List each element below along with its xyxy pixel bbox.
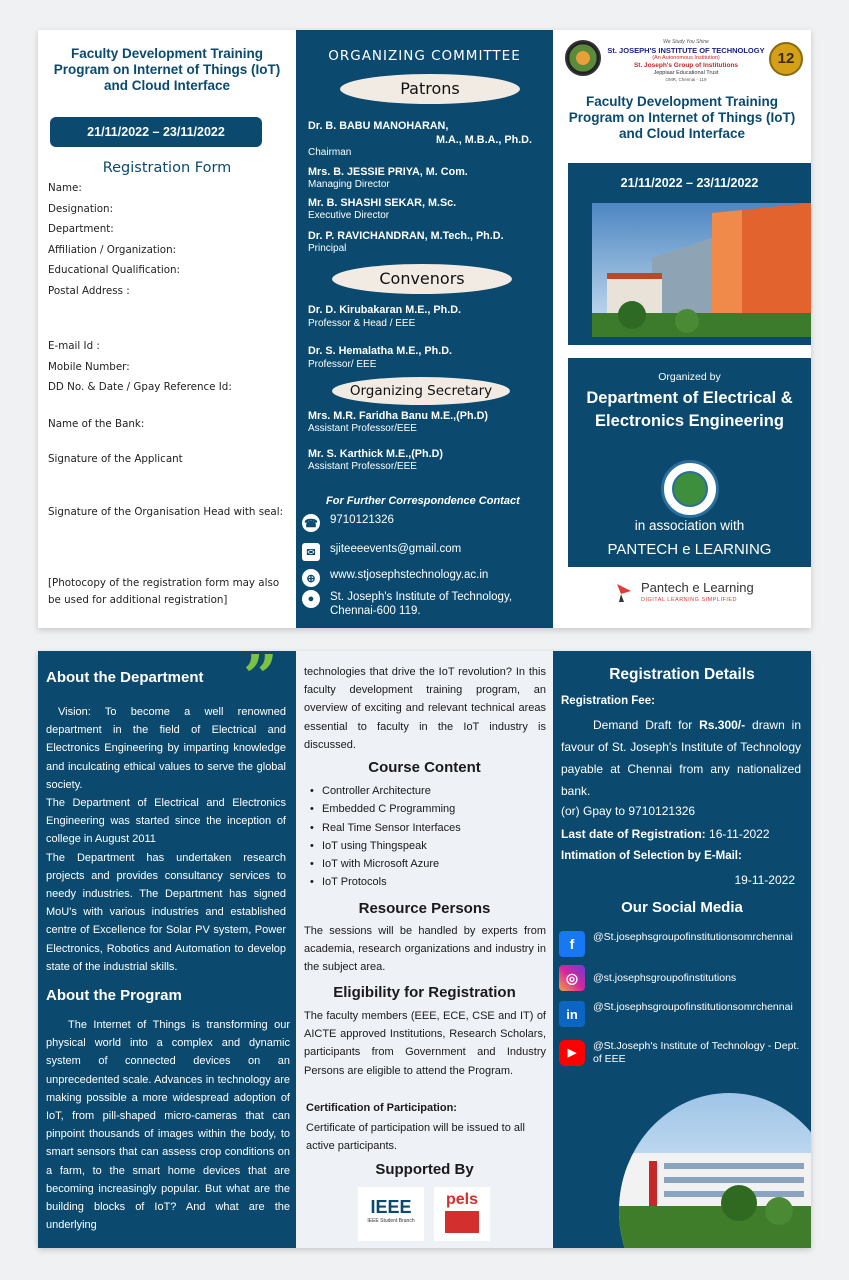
field-designation[interactable]: Designation: — [48, 203, 114, 215]
phone-icon: ☎ — [302, 514, 320, 532]
certification-heading: Certification of Participation: — [306, 1102, 457, 1114]
convenors-label: Convenors — [332, 264, 512, 294]
institute-motto: We Study You Shine — [663, 39, 709, 45]
organizing-committee-panel — [296, 30, 553, 628]
patron-4-role: Principal — [308, 243, 347, 254]
photocopy-note: [Photocopy of the registration form may also be used for additional registration] — [48, 577, 280, 606]
eligibility-text: The faculty members (EEE, ECE, CSE and IT) of AICTE approved Institutions, Research Scholars, participants from Government and Industry Persons are eligible to attend the Program. — [304, 1010, 546, 1077]
program-title: Faculty Development Training Program on Internet of Things (IoT) and Cloud Interface — [53, 46, 281, 93]
course-content-list — [306, 782, 546, 892]
pantech-logo-name: Pantech e Learning — [641, 580, 754, 595]
field-department[interactable]: Department: — [48, 223, 114, 235]
about-department-text: Vision: To become a well renowned department in the field of Electrical and Electronics Engineering by imparting knowledge and inculcating ethical values to serve the global society. The Department of Electrical and Electronics Engineering was started since the inception of college in August 2011 The Department has undertaken research projects and provides consultancy services to needy industries. The Department has signed MoU's with various industries and established centre of Excellence for Solar PV system, Power Electronics, Robotics and Automation to develop state of the industrial skills. — [46, 706, 286, 973]
last-date-row — [561, 827, 770, 841]
social-media-heading: Our Social Media — [621, 899, 743, 916]
linkedin-handle: @St.josephsgroupofinstitutionsomrchennai — [593, 1001, 793, 1013]
website-url: www.stjosephstechnology.ac.in — [330, 569, 489, 581]
department-name: Department of Electrical & Electronics Engineering — [586, 389, 793, 430]
last-date-value: 16-11-2022 — [705, 827, 770, 841]
pantech-logo-icon — [615, 582, 633, 604]
about-department-heading: About the Department — [46, 669, 204, 686]
email-icon: ✉ — [302, 543, 320, 561]
contact-heading: For Further Correspondence Contact — [326, 495, 520, 507]
fee-amount: Rs.300/- — [699, 718, 746, 732]
patron-1-name: Dr. B. BABU MANOHARAN, — [308, 120, 449, 132]
course-item: • IoT using Thingspeak — [306, 837, 546, 855]
registration-fee-text: Demand Draft for Rs.300/- drawn in favour of St. Joseph's Institute of Technology payable at Chennai from any nationalized bank. — [561, 718, 801, 798]
pels-logo-text: pels — [445, 1191, 478, 1208]
intimation-label: Intimation of Selection by E-Mail: — [561, 850, 742, 862]
about-program-heading: About the Program — [46, 987, 182, 1004]
email-row[interactable] — [302, 543, 461, 561]
organizer-panel — [568, 358, 811, 567]
convenor-2-name: Dr. S. Hemalatha M.E., Ph.D. — [308, 345, 452, 357]
partner-name: PANTECH e LEARNING — [607, 541, 772, 558]
youtube-icon: ▶ — [559, 1040, 585, 1066]
website-row[interactable] — [302, 569, 488, 587]
youtube-link[interactable] — [559, 1040, 805, 1066]
ieee-logo-text: IEEE — [370, 1197, 412, 1217]
intimation-date: 19-11-2022 — [734, 873, 795, 887]
resource-persons-text: The sessions will be handled by experts from academia, research organizations and industry in the subject area. — [304, 925, 546, 974]
instagram-handle: @st.josephsgroupofinstitutions — [593, 971, 737, 984]
patron-3-name: Mr. B. SHASHI SEKAR, M.Sc. — [308, 197, 457, 209]
field-bank[interactable]: Name of the Bank: — [48, 418, 145, 430]
secretary-label: Organizing Secretary — [332, 377, 510, 405]
about-program-text: The Internet of Things is transforming our physical world into a complex and dynamic system of connected devices on an unprecedented scale. Advances in technology are making possible a more widespread adoption of IoT, from pill-shaped micro-cameras that can pinpoint thousands of images within the body, to smart sensors that can assess crop conditions on a farm, to the smart home devices that are becoming increasingly popular. But what are the building blocks of IoT? And what are the underlying — [46, 1019, 290, 1232]
registration-form-panel — [38, 30, 296, 628]
patron-4-name: Dr. P. RAVICHANDRAN, M.Tech., Ph.D. — [308, 230, 504, 242]
anniversary-badge: 12 — [769, 42, 803, 76]
eligibility-heading: Eligibility for Registration — [333, 984, 516, 1001]
program-dates: 21/11/2022 – 23/11/2022 — [50, 117, 262, 147]
association-label: in association with — [634, 518, 745, 533]
department-emblem-icon — [661, 460, 719, 518]
field-qualification[interactable]: Educational Qualification: — [48, 264, 181, 276]
ieee-logo — [358, 1187, 424, 1241]
address-text: St. Joseph's Institute of Technology, Chennai-600 119. — [330, 591, 513, 617]
field-applicant-signature[interactable]: Signature of the Applicant — [48, 453, 183, 465]
field-email[interactable]: E-mail Id : — [48, 340, 100, 352]
course-content-heading: Course Content — [368, 759, 481, 776]
campus-photo-image — [619, 1091, 811, 1248]
ieee-logo-subtext: IEEE Student Branch — [367, 1218, 415, 1224]
pels-emblem-icon — [445, 1211, 479, 1233]
course-item: • IoT with Microsoft Azure — [306, 855, 546, 873]
registration-form-title: Registration Form — [102, 160, 232, 176]
course-item: • Embedded C Programming — [306, 800, 546, 818]
group-name: St. Joseph's Group of Institutions — [633, 62, 739, 69]
secretary-1-role: Assistant Professor/EEE — [308, 423, 417, 434]
course-panel — [296, 651, 553, 1248]
location-pin-icon: ● — [302, 590, 320, 608]
about-panel — [38, 651, 296, 1248]
cover-dates: 21/11/2022 – 23/11/2022 — [620, 176, 759, 190]
certification-text: Certificate of participation will be issued to all active participants. — [306, 1122, 525, 1153]
patrons-label: Patrons — [340, 74, 520, 104]
youtube-handle: @St.Joseph's Institute of Technology - Dept. of EEE — [593, 1040, 800, 1065]
facebook-link[interactable] — [559, 931, 805, 957]
brochure-inner-sheet — [38, 651, 811, 1248]
supported-by-heading: Supported By — [375, 1161, 474, 1178]
secretary-1-name: Mrs. M.R. Faridha Banu M.E.,(Ph.D) — [308, 410, 488, 422]
pels-logo — [434, 1187, 490, 1241]
course-item: • IoT Protocols — [306, 873, 546, 891]
registration-details-panel — [553, 651, 811, 1248]
patron-1-degrees: M.A., M.B.A., Ph.D. — [436, 134, 532, 146]
committee-heading: ORGANIZING COMMITTEE — [328, 48, 521, 64]
secretary-2-role: Assistant Professor/EEE — [308, 461, 417, 472]
linkedin-link[interactable] — [559, 1001, 805, 1027]
course-item: • Real Time Sensor Interfaces — [306, 819, 546, 837]
cover-photo-frame — [568, 163, 811, 345]
gpay-text: (or) Gpay to 9710121326 — [561, 804, 696, 818]
facebook-icon: f — [559, 931, 585, 957]
cover-program-title: Faculty Development Training Program on Internet of Things (IoT) and Cloud Interface — [568, 94, 796, 141]
instagram-link[interactable] — [559, 965, 805, 991]
field-postal-address[interactable]: Postal Address : — [48, 285, 130, 297]
autonomous-label: (An Autonomous Institution) — [652, 55, 720, 61]
field-mobile[interactable]: Mobile Number: — [48, 361, 130, 373]
brochure-outer-sheet — [38, 30, 811, 628]
patron-3-role: Executive Director — [308, 210, 390, 221]
field-affiliation[interactable]: Affiliation / Organization: — [48, 244, 177, 256]
phone-row[interactable] — [302, 514, 394, 532]
registration-details-heading: Registration Details — [609, 666, 755, 683]
patron-2-role: Managing Director — [308, 179, 390, 190]
resource-persons-heading: Resource Persons — [358, 900, 491, 917]
convenor-1-role: Professor & Head / EEE — [308, 318, 416, 329]
field-name[interactable]: Name: — [48, 182, 82, 194]
patron-1-role: Chairman — [308, 147, 352, 158]
organized-by-label: Organized by — [658, 371, 721, 383]
facebook-handle: @St.josephsgroupofinstitutionsomrchennai — [593, 931, 793, 943]
field-head-signature[interactable]: Signature of the Organisation Head with seal: — [48, 506, 284, 518]
institute-emblem-icon — [565, 40, 601, 76]
address-row — [302, 590, 552, 618]
convenor-1-name: Dr. D. Kirubakaran M.E., Ph.D. — [308, 304, 461, 316]
campus-building-image — [592, 203, 811, 337]
field-dd-gpay[interactable]: DD No. & Date / Gpay Reference Id: — [48, 381, 232, 393]
instagram-icon: ◎ — [559, 965, 585, 991]
phone-number: 9710121326 — [330, 514, 394, 526]
convenor-2-role: Professor/ EEE — [308, 359, 377, 370]
program-text-continued: technologies that drive the IoT revolution? In this faculty development training program, an overview of exciting and relevant technical areas essential to faculty in the IoT industry is discussed. — [304, 666, 546, 751]
quote-mark-icon: ” — [243, 651, 278, 713]
trust-name: Jeppiaar Educational Trust — [653, 70, 719, 76]
last-date-label: Last date of Registration: — [561, 827, 706, 841]
course-item: • Controller Architecture — [306, 782, 546, 800]
email-address: sjiteeeevents@gmail.com — [330, 543, 462, 555]
registration-fee-label: Registration Fee: — [561, 695, 655, 707]
cover-panel — [553, 30, 811, 628]
pantech-logo-tagline: DIGITAL LEARNING SIMPLIFIED — [641, 597, 738, 603]
globe-icon: ⊕ — [302, 569, 320, 587]
linkedin-icon: in — [559, 1001, 585, 1027]
patron-2-name: Mrs. B. JESSIE PRIYA, M. Com. — [308, 166, 468, 178]
secretary-2-name: Mr. S. Karthick M.E.,(Ph.D) — [308, 448, 443, 460]
institute-name: St. JOSEPH'S INSTITUTE OF TECHNOLOGY — [607, 46, 765, 55]
institute-location: OMR, Chennai - 119 — [665, 77, 707, 82]
